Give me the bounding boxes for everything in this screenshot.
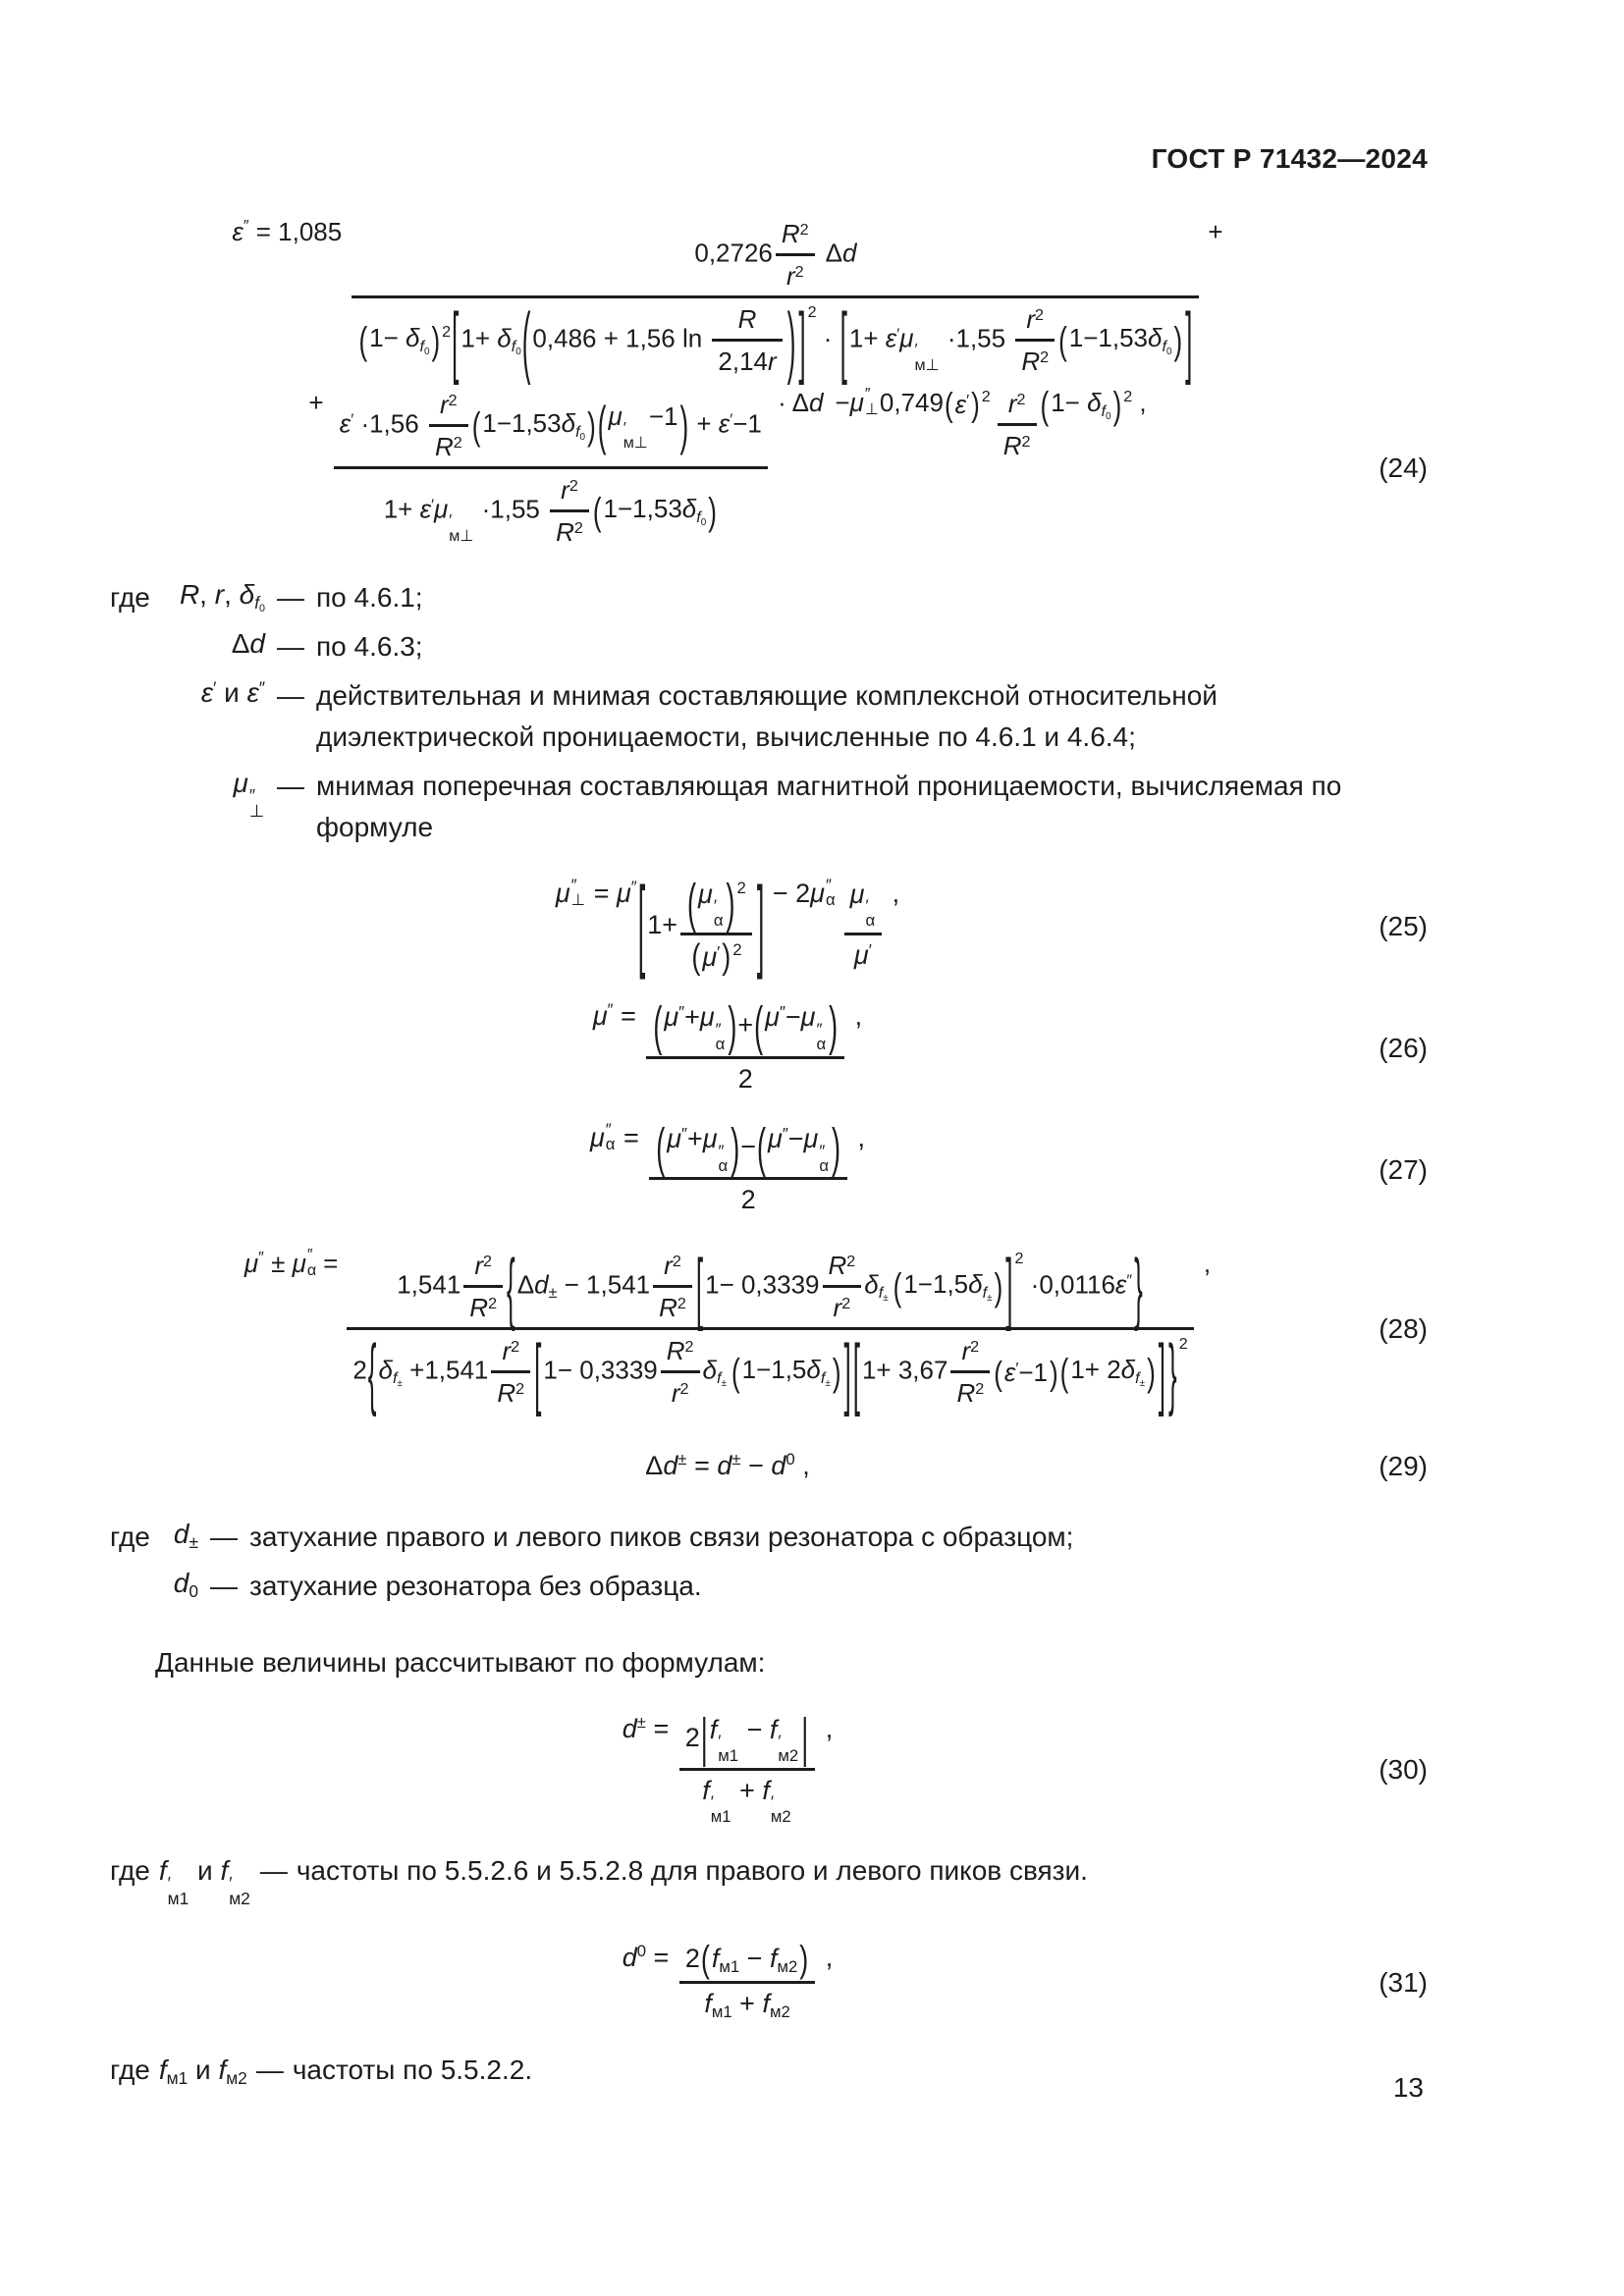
equation-formula: μ ″ ⊥ = μ ″ [1+ (μ ′ α ) 2 (μ′) 2 ] − 2 μ ″ α μ ′ α μ′ , xyxy=(555,868,900,982)
page-number: 13 xyxy=(1392,2072,1424,2103)
equation-formula: ε ″ = 1,085 0,2726 $\frac{R^2}{r^2}$ Δd (1− δf0) 2[1+ δf0(0,486 + 1,56 ln $\frac{R}{2,14r}$ ) ] 2 · [1+ ε′μ ′ м⊥ ·1,55 $\frac{r^2}{R^2}$ (1−1,53δf0) ] + xyxy=(232,217,1223,387)
where-description: затухание правого и левого пиков связи резонатора с образцом; xyxy=(249,1521,1074,1552)
where-dash: — xyxy=(277,582,304,613)
where-lead xyxy=(110,766,157,848)
equation-number: (26) xyxy=(1379,1033,1428,1064)
equation-formula: d ± = 2|f ′ м1 − f ′ м2 | f ′ м1 + f ′ м2 , xyxy=(622,1708,834,1827)
where-description: действительная и мнимая составляющие комплексной относительной диэлектрической проницаемости, вычисленные по 4.6.1 и 4.6.4; xyxy=(316,680,1218,752)
page-header: ГОСТ Р 71432—2024 xyxy=(1151,143,1428,174)
where-dash: — xyxy=(277,680,304,711)
equation-31 xyxy=(110,1939,1428,2024)
equation-formula: Δ d ± = d ± − d 0 , xyxy=(645,1450,810,1481)
where-lead xyxy=(110,1566,157,1607)
equation-number: (30) xyxy=(1379,1754,1428,1786)
where-lead: где xyxy=(110,582,150,613)
where-dash: — xyxy=(259,1855,288,1887)
where-lead: где xyxy=(110,1521,150,1552)
equation-27 xyxy=(110,1118,1428,1218)
where-block-24 xyxy=(110,577,1369,848)
where-term: Δd xyxy=(231,628,265,659)
equation-number: (24) xyxy=(1379,453,1428,483)
equation-number: (28) xyxy=(1379,1313,1428,1345)
equation-29 xyxy=(110,1450,1428,1483)
equation-formula: d 0 = 2(fм1 − fм2) fм1 + fм2 , xyxy=(622,1939,834,2021)
where-lead xyxy=(110,626,157,667)
where-term: R, r, δf0 xyxy=(179,579,265,615)
where-description: мнимая поперечная составляющая магнитной проницаемости, вычисляемая по формуле xyxy=(316,771,1342,842)
where-dash: — xyxy=(210,1521,238,1552)
equation-number: (29) xyxy=(1379,1451,1428,1482)
paragraph-formulas-intro: Данные величины рассчитывают по формулам: xyxy=(155,1646,766,1678)
equation-24-line-1 xyxy=(110,216,1428,387)
where-term: d± xyxy=(173,1518,198,1553)
where-line-31 xyxy=(110,2050,1428,2091)
where-lead: где xyxy=(110,2054,150,2085)
equation-formula: μ ″ = (μ″+μ ″ α )+(μ″−μ ″ α ) 2 , xyxy=(592,996,863,1094)
where-lead: где xyxy=(110,1855,150,1887)
equation-number: (31) xyxy=(1379,1966,1428,1998)
where-description: по 4.6.1; xyxy=(316,582,423,613)
equation-30 xyxy=(110,1708,1428,1827)
where-line-30 xyxy=(110,1850,1428,1908)
equation-number: (25) xyxy=(1379,910,1428,941)
where-dash: — xyxy=(210,1570,238,1601)
where-block-29 xyxy=(110,1517,1369,1607)
where-term: ε′ и ε″ xyxy=(200,677,265,708)
equation-formula: μ ″ α = (μ″+μ ″ α )−(μ″−μ ″ α ) 2 , xyxy=(589,1118,866,1215)
equation-25 xyxy=(110,868,1428,982)
where-description: частоты по 5.5.2.2. xyxy=(292,2054,533,2085)
where-term: fм1 и fм2 xyxy=(158,2054,247,2088)
where-term: d0 xyxy=(173,1567,198,1602)
where-dash: — xyxy=(255,2054,284,2085)
where-term: f ′ м1 и f ′ м2 xyxy=(158,1855,250,1909)
where-description: по 4.6.3; xyxy=(316,631,423,662)
where-description: частоты по 5.5.2.6 и 5.5.2.8 для правого и левого пиков связи. xyxy=(296,1855,1088,1887)
where-dash: — xyxy=(277,771,304,801)
equation-formula: + ε′ ·1,56 $\frac{r^2}{R^2}$ (1−1,53δf0)(μ ′ м⊥ −1) + ε′−1 1+ ε′μ ′ м⊥ ·1,55 $\frac{r^2}{R^2}$ (1−1,53δf0) · Δ d − μ ″ ⊥ 0,749 (ε′) 2 $r^2$ $R^2$ (1− δf0) 2 , xyxy=(308,383,1147,547)
equation-number: (27) xyxy=(1379,1154,1428,1186)
where-term: μ ″ ⊥ xyxy=(233,768,264,822)
equation-28 xyxy=(110,1241,1428,1418)
where-dash: — xyxy=(277,631,304,662)
where-description: затухание резонатора без образца. xyxy=(249,1570,702,1601)
equation-26 xyxy=(110,996,1428,1096)
equation-formula: μ ″ ± μ ″ α = 1,541 $\frac{r^2}{R^2}$ {Δd± − 1,541 $\frac{r^2}{R^2}$ [1− 0,3339 $\frac{R^2}{r^2}$ δf± (1−1,5δf±) ] 2 ·0,0116ε″} 2{δf± +1,541 $\frac{r^2}{R^2}$ [1− 0,3339 $\frac{R^2}{r^2}$ δf± (1−1,5δf±) ][1+ 3,67 $\frac{r^2}{R^2}$ (ε′−1)(1+ 2δf±) ] } 2 , xyxy=(244,1241,1212,1418)
where-lead xyxy=(110,675,157,758)
equation-24-line-2 xyxy=(110,383,1428,550)
